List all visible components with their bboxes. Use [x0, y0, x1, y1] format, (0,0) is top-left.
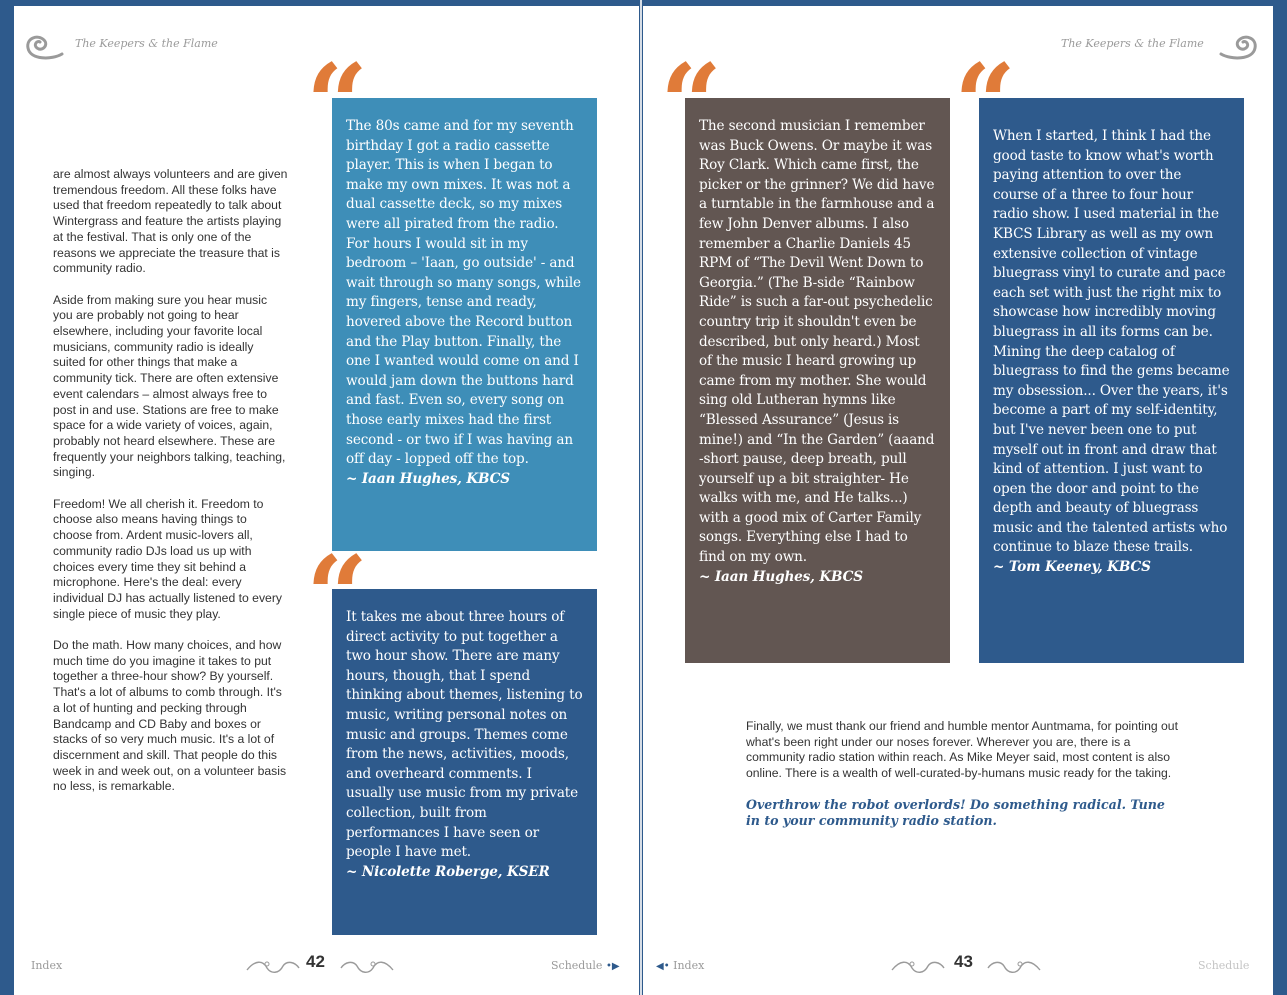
footer-index-label: Index — [673, 959, 705, 972]
body-paragraph: Do the math. How many choices, and how much time do you imagine it takes to put together a three-hour show? By yourself. That's a lot of albums to comb through. It's a lot of hunting and pecking through Bandcamp and CD Baby and boxes or stacks of so very much music. It's a lot of discernment and skill. That people do this week in and week out, on a volunteer basis no less, is remarkable. — [53, 638, 287, 794]
body-paragraph: Aside from making sure you hear music you are probably not going to hear elsewhere, including your favorite local musicians, community radio is ideally suited for other things that make a community tick. There are often extensive event calendars – almost always free to post in and use. Stations are free to make space for a wide variety of voices, again, probably not heard elsewhere. These are frequently your neighbors talking, teaching, singing. — [53, 292, 286, 480]
swirl-ornament-icon — [22, 32, 68, 62]
pull-quote-nicolette-roberge — [332, 589, 597, 935]
vine-flourish-icon — [339, 958, 395, 976]
body-paragraph: Freedom! We all cherish it. Freedom to choose also means having things to choose from. Ardent music-lovers all, community radio DJs load us up with choices every time they sit behind a microphone. Here's the deal: every individual DJ has actually listened to every single piece of music they play. — [53, 496, 282, 621]
quote-text: It takes me about three hours of direct activity to put together a two hour show. There are many hours, though, that I spend thinking about themes, listening to music, writing personal notes on music and groups. Themes come from the news, activities, moods, and overheard comments. I usually use music from my private collection, built from performances I have seen or people I have met. — [346, 609, 583, 861]
body-paragraph: are almost always volunteers and are given tremendous freedom. All these folks have used that freedom repeatedly to talk about Wintergrass and feature the artists playing at the festival. That is only one of the reasons we appreciate the treasure that is community radio. — [53, 167, 288, 276]
footer-index-link[interactable]: Index — [31, 959, 63, 972]
arrow-right-icon: •▶ — [605, 961, 620, 972]
left-page — [14, 6, 639, 995]
article-body — [53, 167, 289, 811]
quote-text: The second musician I remember was Buck Owens. Or maybe it was Roy Clark. Which came first, the picker or the grinner? We did have a turntable in the farmhouse and a few John Denver albums. I also remember a Charlie Daniels 45 RPM of “The Devil Went Down to Georgia.” (The B-side “Rainbow Ride” is such a far-out psychedelic country trip it shouldn't even be described, but only heard.) Most of the music I heard growing up came from my mother. She would sing old Lutheran hymns like “Blessed Assurance” (Jesus is mine!) and “In the Garden” (aaand -short pause, deep breath, pull yourself up a bit straighter- He walks with me, and He talks...) with a good mix of Carter Family songs. Everything else I had to find on my own. — [699, 118, 935, 566]
running-title: The Keepers & the Flame — [1061, 37, 1204, 50]
footer-schedule-label: Schedule — [551, 959, 603, 972]
arrow-left-icon: ◀• — [656, 961, 670, 972]
vine-flourish-icon — [890, 958, 946, 976]
right-page — [643, 6, 1273, 995]
quote-mark-icon: “ — [306, 41, 355, 167]
closing-paragraph: Finally, we must thank our friend and humble mentor Auntmama, for pointing out what's been right under our noses forever. Wherever you are, there is a community radio station within reach. As Mike Meyer said, most content is also online. There is a wealth of well-curated-by-humans music ready for the taking. — [746, 719, 1178, 781]
quote-mark-icon: “ — [954, 41, 1003, 167]
quote-text: When I started, I think I had the good taste to know what's worth paying attention to over the course of a three to four hour radio show. I used material in the KBCS Library as well as my own extensive collection of vintage bluegrass vinyl to curate and pace each set with just the right mix to showcase how incredibly moving bluegrass in all its forms can be. Mining the deep catalog of bluegrass to find the gems became my obsession... Over the years, it's become a part of my self-identity, but I've never been one to put myself out in front and draw that kind of attention. I just want to open the door and point to the depth and beauty of bluegrass music and the talented artists who continue to blaze these trails. — [993, 128, 1230, 556]
running-title: The Keepers & the Flame — [75, 37, 218, 50]
quote-attribution: ~ Iaan Hughes, KBCS — [346, 470, 510, 487]
page-number: 42 — [306, 952, 325, 971]
quote-mark-icon: “ — [660, 41, 709, 167]
callout-text: Overthrow the robot overlords! Do something radical. Tune in to your community radio station. — [746, 796, 1165, 828]
pull-quote-tom-keeney — [979, 98, 1244, 663]
pull-quote-iaan-hughes-1 — [332, 98, 597, 551]
quote-mark-icon: “ — [306, 533, 355, 659]
quote-attribution: ~ Tom Keeney, KBCS — [993, 559, 1151, 576]
pull-quote-iaan-hughes-2 — [685, 98, 950, 663]
footer-index-link[interactable] — [656, 959, 704, 972]
vine-flourish-icon — [986, 958, 1042, 976]
page-number: 43 — [954, 952, 973, 971]
swirl-ornament-icon — [1215, 32, 1261, 62]
spine-divider — [640, 0, 642, 995]
closing-section — [746, 719, 1182, 829]
vine-flourish-icon — [245, 958, 301, 976]
quote-attribution: ~ Iaan Hughes, KBCS — [699, 568, 863, 585]
quote-text: The 80s came and for my seventh birthday I got a radio cassette player. This is when I began to make my own mixes. It was not a dual cassette deck, so my mixes were all pirated from the radio. For hours I would sit in my bedroom – 'Iaan, go outside' - and wait through so many songs, while my fingers, tense and ready, hovered above the Record button and the Play button. Finally, the one I wanted would come on and I would jam down the buttons hard and fast. Even so, every song on those early mixes had the first second - or two if I was having an off day - lopped off the top. — [346, 118, 581, 468]
footer-schedule-link[interactable] — [551, 959, 620, 972]
quote-attribution: ~ Nicolette Roberge, KSER — [346, 863, 550, 880]
footer-schedule-link[interactable]: Schedule — [1198, 959, 1250, 972]
